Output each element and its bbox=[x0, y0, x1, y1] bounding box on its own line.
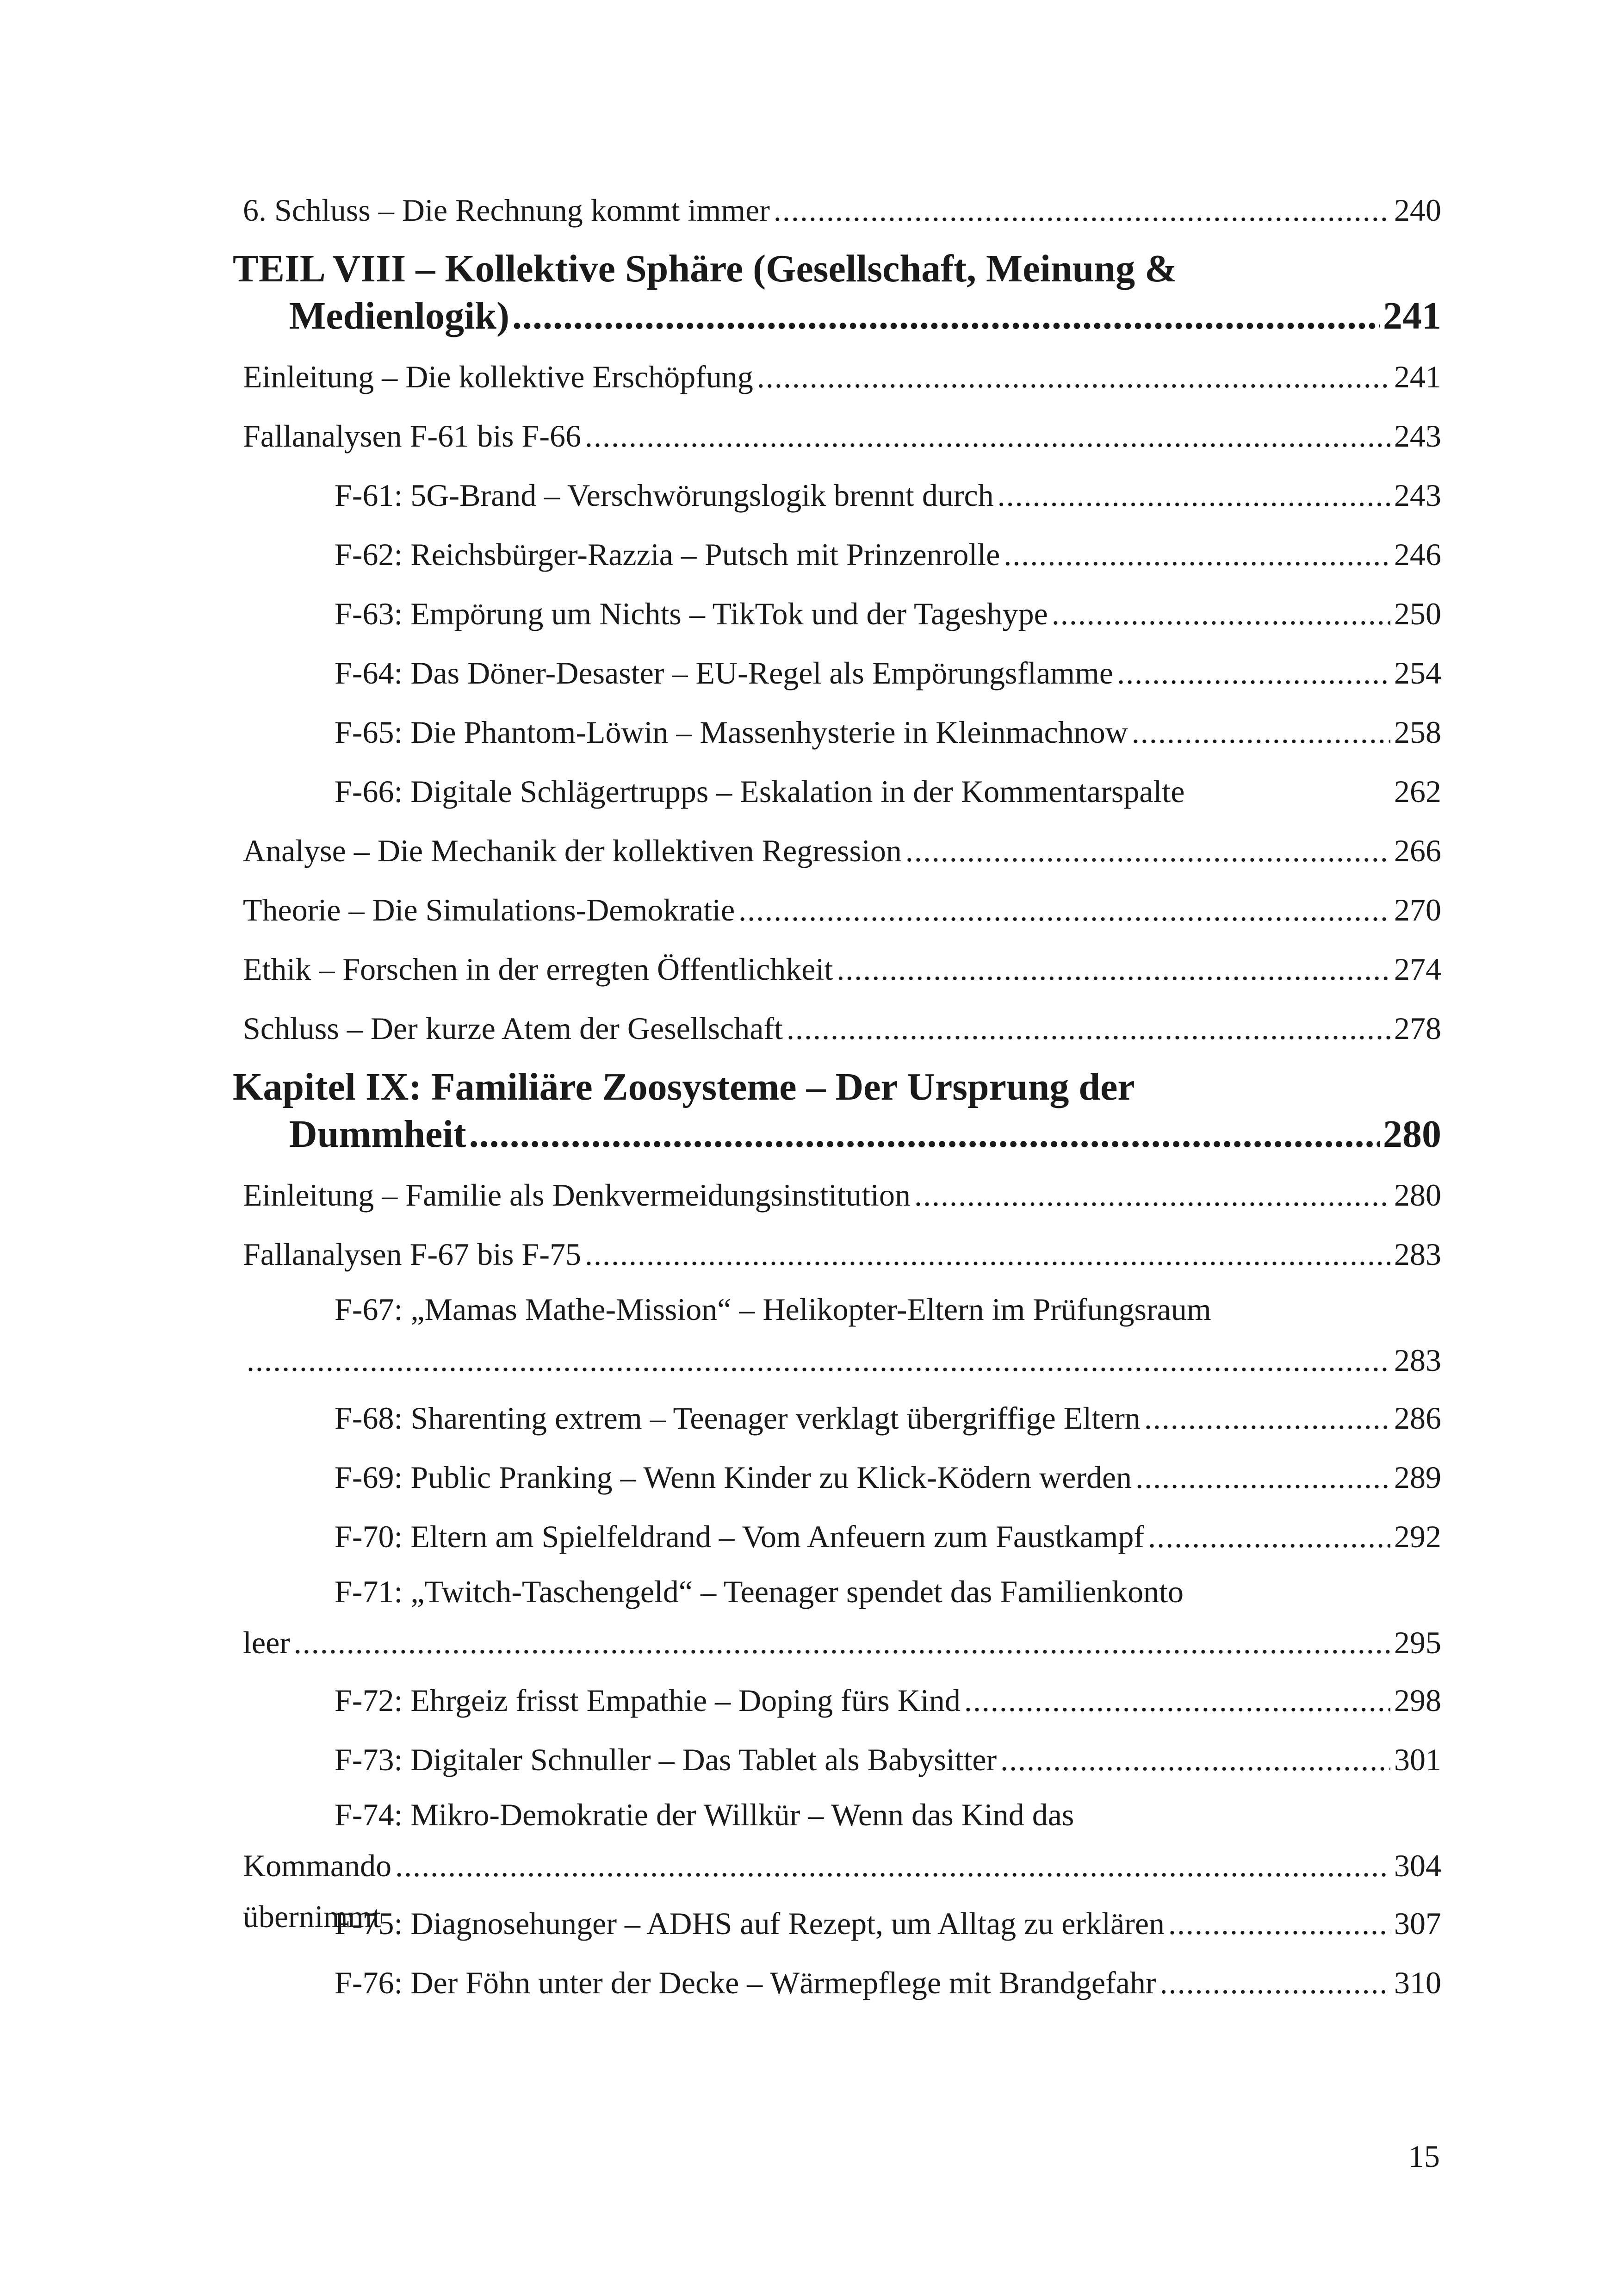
dot-leader bbox=[469, 1111, 1380, 1158]
toc-entry-title: Analyse – Die Mechanik der kollektiven Regression bbox=[243, 833, 902, 868]
dot-leader bbox=[1148, 1507, 1390, 1566]
toc-entry-title: F-64: Das Döner-Desaster – EU-Regel als Empörungsflamme bbox=[335, 655, 1114, 691]
toc-entry-page: 250 bbox=[1394, 596, 1441, 631]
toc-entry[interactable] bbox=[243, 180, 1441, 240]
toc-entry-title: Einleitung – Die kollektive Erschöpfung bbox=[243, 359, 753, 394]
dot-leader bbox=[1160, 1953, 1390, 2012]
toc-entry-title: Fallanalysen F-61 bis F-66 bbox=[243, 418, 581, 454]
toc-entry-page: 243 bbox=[1394, 418, 1441, 454]
toc-entry-page: 266 bbox=[1394, 833, 1441, 868]
toc-entry-title: F-76: Der Föhn unter der Decke – Wärmepflege mit Brandgefahr bbox=[335, 1965, 1156, 2000]
toc-entry-page: 301 bbox=[1394, 1742, 1441, 1777]
toc-entry-title-continued: Kommando übernimmt bbox=[243, 1848, 392, 1934]
dot-leader bbox=[1052, 584, 1390, 643]
toc-entry-page: 241 bbox=[1394, 359, 1441, 394]
toc-entry-title: 6. Schluss – Die Rechnung kommt immer bbox=[243, 193, 770, 228]
dot-leader bbox=[1004, 525, 1390, 584]
dot-leader bbox=[837, 940, 1390, 999]
toc-subentry[interactable] bbox=[243, 1894, 1441, 1953]
toc-entry[interactable] bbox=[243, 1225, 1441, 1284]
dot-leader bbox=[757, 347, 1390, 406]
toc-subentry[interactable] bbox=[243, 703, 1441, 762]
page-number: 15 bbox=[1408, 2139, 1440, 2174]
dot-leader bbox=[395, 1840, 1390, 1891]
toc-heading-page: 241 bbox=[1383, 294, 1441, 337]
toc-entry-title: F-71: „Twitch-Taschengeld“ – Teenager spendet das Familienkonto bbox=[335, 1574, 1184, 1609]
toc-entry[interactable] bbox=[243, 406, 1441, 466]
toc-entry-page: 280 bbox=[1394, 1177, 1441, 1213]
toc-subentry[interactable] bbox=[243, 1671, 1441, 1730]
toc-entry-page: 283 bbox=[1394, 1237, 1441, 1272]
toc-entry[interactable] bbox=[243, 821, 1441, 880]
toc-entry-title: F-65: Die Phantom-Löwin – Massenhysterie in Kleinmachnow bbox=[335, 715, 1128, 750]
toc-entry-title: F-61: 5G-Brand – Verschwörungslogik brennt durch bbox=[335, 478, 994, 513]
toc-entry-title: F-69: Public Pranking – Wenn Kinder zu Klick-Ködern werden bbox=[335, 1460, 1132, 1495]
toc-part-heading[interactable] bbox=[233, 240, 1441, 347]
toc-entry-title: Einleitung – Familie als Denkvermeidungsinstitution bbox=[243, 1177, 911, 1213]
dot-leader bbox=[1117, 643, 1390, 703]
toc-entry-page: 298 bbox=[1394, 1683, 1441, 1718]
toc-entry[interactable] bbox=[243, 880, 1441, 940]
toc-entry[interactable] bbox=[243, 940, 1441, 999]
toc-entry-page: 283 bbox=[1394, 1343, 1441, 1378]
toc-entry-title: Theorie – Die Simulations-Demokratie bbox=[243, 892, 735, 927]
dot-leader bbox=[914, 1165, 1390, 1225]
toc-heading-line1: TEIL VIII – Kollektive Sphäre (Gesellschaft, Meinung & bbox=[233, 247, 1178, 290]
toc-entry-page: 310 bbox=[1394, 1965, 1441, 2000]
table-of-contents bbox=[233, 180, 1441, 2012]
dot-leader bbox=[294, 1617, 1390, 1668]
dot-leader bbox=[774, 180, 1390, 240]
dot-leader bbox=[1168, 1894, 1390, 1953]
toc-entry-page: 258 bbox=[1394, 715, 1441, 750]
toc-entry[interactable] bbox=[243, 999, 1441, 1058]
toc-subentry[interactable] bbox=[243, 1507, 1441, 1566]
toc-chapter-heading[interactable] bbox=[233, 1058, 1441, 1165]
toc-subentry[interactable] bbox=[243, 1388, 1441, 1448]
toc-entry-page: 240 bbox=[1394, 193, 1441, 228]
dot-leader bbox=[585, 1225, 1390, 1284]
toc-entry-page: 243 bbox=[1394, 478, 1441, 513]
toc-entry-page: 274 bbox=[1394, 952, 1441, 987]
toc-entry-page: 246 bbox=[1394, 537, 1441, 572]
toc-subentry[interactable] bbox=[243, 466, 1441, 525]
dot-leader bbox=[787, 999, 1390, 1058]
toc-subentry[interactable] bbox=[243, 1448, 1441, 1507]
toc-entry-title: F-68: Sharenting extrem – Teenager verklagt übergriffige Eltern bbox=[335, 1400, 1141, 1436]
toc-entry-title: F-72: Ehrgeiz frisst Empathie – Doping fürs Kind bbox=[335, 1683, 961, 1718]
dot-leader bbox=[1132, 703, 1390, 762]
toc-entry-title: Fallanalysen F-67 bis F-75 bbox=[243, 1237, 581, 1272]
toc-subentry[interactable] bbox=[243, 762, 1441, 821]
dot-leader bbox=[1000, 1730, 1390, 1789]
toc-entry-page: 289 bbox=[1394, 1460, 1441, 1495]
toc-subentry[interactable] bbox=[243, 525, 1441, 584]
toc-subentry[interactable] bbox=[243, 643, 1441, 703]
toc-entry-page: 254 bbox=[1394, 655, 1441, 691]
toc-entry-title: F-74: Mikro-Demokratie der Willkür – Wenn das Kind das bbox=[335, 1797, 1074, 1832]
toc-heading-line1: Kapitel IX: Familiäre Zoosysteme – Der Ursprung der bbox=[233, 1065, 1135, 1108]
toc-entry[interactable] bbox=[243, 1165, 1441, 1225]
toc-entry-title-continued: leer bbox=[243, 1625, 290, 1660]
toc-entry-page: 295 bbox=[1394, 1625, 1441, 1660]
dot-leader bbox=[1144, 1388, 1390, 1448]
toc-entry-page: 278 bbox=[1394, 1011, 1441, 1046]
toc-entry-title: F-73: Digitaler Schnuller – Das Tablet als Babysitter bbox=[335, 1742, 997, 1777]
toc-entry-page: 304 bbox=[1394, 1848, 1441, 1883]
dot-leader bbox=[247, 1335, 1390, 1386]
toc-entry-page: 270 bbox=[1394, 892, 1441, 927]
toc-subentry[interactable] bbox=[243, 584, 1441, 643]
toc-entry-title: F-66: Digitale Schlägertrupps – Eskalation in der Kommentarspalte bbox=[335, 774, 1185, 809]
dot-leader bbox=[585, 406, 1390, 466]
toc-subentry-wrapped[interactable] bbox=[243, 1284, 1441, 1388]
dot-leader bbox=[738, 880, 1390, 940]
toc-subentry-wrapped[interactable] bbox=[243, 1566, 1441, 1671]
toc-entry-title: Ethik – Forschen in der erregten Öffentlichkeit bbox=[243, 952, 833, 987]
toc-heading-line2: Medienlogik) bbox=[289, 294, 509, 337]
toc-subentry[interactable] bbox=[243, 1730, 1441, 1789]
toc-entry-title: F-70: Eltern am Spielfeldrand – Vom Anfeuern zum Faustkampf bbox=[335, 1519, 1145, 1554]
dot-leader bbox=[905, 821, 1390, 880]
toc-heading-page: 280 bbox=[1383, 1113, 1441, 1156]
dot-leader bbox=[1135, 1448, 1390, 1507]
toc-entry-title: F-75: Diagnosehunger – ADHS auf Rezept, um Alltag zu erklären bbox=[335, 1906, 1165, 1941]
toc-heading-line2: Dummheit bbox=[289, 1113, 466, 1156]
dot-leader bbox=[512, 292, 1380, 340]
toc-entry-title: F-63: Empörung um Nichts – TikTok und der Tageshype bbox=[335, 596, 1048, 631]
toc-entry-title: F-62: Reichsbürger-Razzia – Putsch mit Prinzenrolle bbox=[335, 537, 1000, 572]
dot-leader bbox=[964, 1671, 1390, 1730]
toc-subentry[interactable] bbox=[243, 1953, 1441, 2012]
toc-entry[interactable] bbox=[243, 347, 1441, 406]
toc-entry-title: Schluss – Der kurze Atem der Gesellschaft bbox=[243, 1011, 783, 1046]
toc-entry-page: 286 bbox=[1394, 1400, 1441, 1436]
toc-entry-title: F-67: „Mamas Mathe-Mission“ – Helikopter-Eltern im Prüfungsraum bbox=[335, 1292, 1211, 1327]
dot-leader bbox=[998, 466, 1390, 525]
toc-entry-page: 307 bbox=[1394, 1906, 1441, 1941]
toc-entry-page: 292 bbox=[1394, 1519, 1441, 1554]
toc-entry-page: 262 bbox=[1394, 774, 1441, 809]
